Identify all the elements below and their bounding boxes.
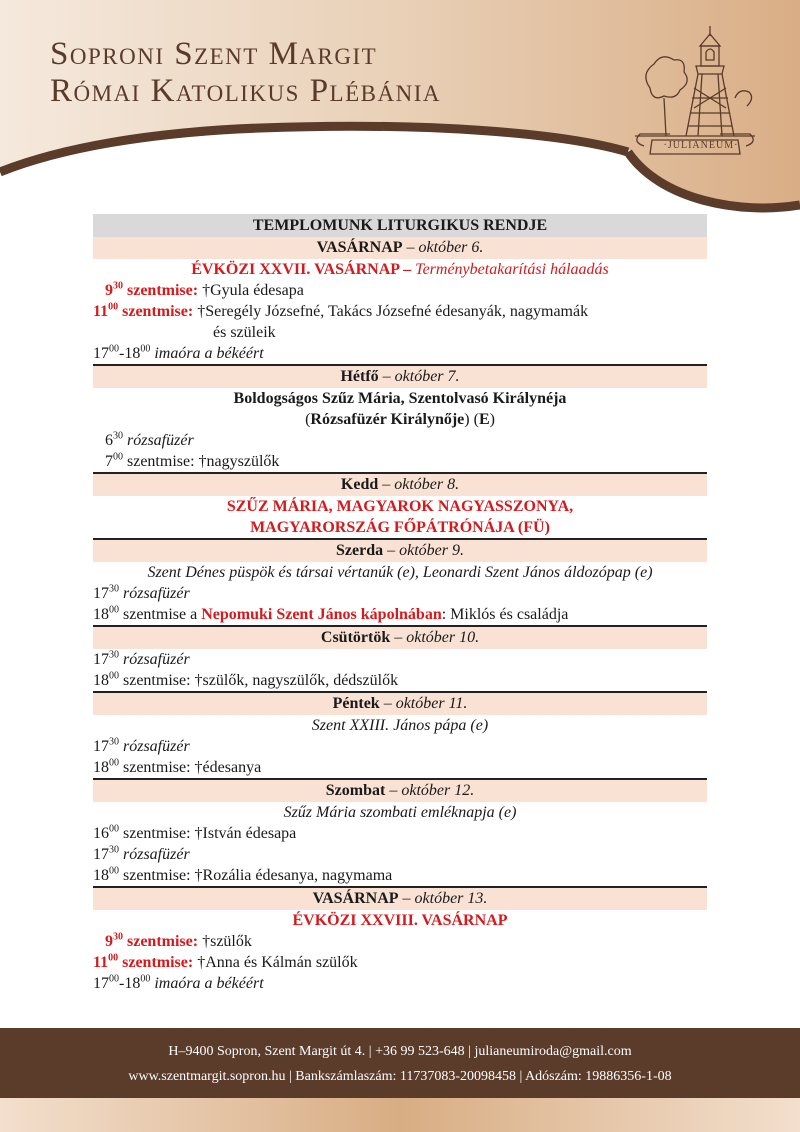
intention-continued: és szüleik <box>213 324 276 341</box>
feast-title: Szűz Mária szombati emléknapja (e) <box>283 804 517 821</box>
entry-text: imaóra a békéért <box>150 975 264 992</box>
rosary-entry: $17^{30}$ rózsafüzér <box>93 736 190 755</box>
footer-decorative-strip <box>0 1098 800 1132</box>
mass-entry: $7^{00}$ szentmise: †nagyszülők <box>105 451 280 470</box>
day-name: Csütörtök <box>320 629 391 646</box>
prayer-hour-entry <box>93 343 707 364</box>
day-header-sunday-oct13 <box>93 888 707 910</box>
day-header-tuesday <box>93 474 707 496</box>
day-header-sunday-oct6 <box>93 237 707 259</box>
schedule-heading: TEMPLOMUNK LITURGIKUS RENDJE <box>93 214 707 237</box>
emblem-banner-text: ·JULIANEUM· <box>663 140 739 151</box>
rosary-entry: $17^{30}$ rózsafüzér <box>93 583 190 602</box>
prayer-hour-entry <box>93 973 707 994</box>
mass-entry <box>93 952 707 973</box>
intention: †Gyula édesapa <box>198 282 304 299</box>
time: $11^{00}$ szentmise: <box>93 301 194 320</box>
mass-entry: $16^{00}$ szentmise: †István édesapa <box>93 823 297 842</box>
intention: †szülők <box>198 933 252 950</box>
mass-entry <box>93 280 707 301</box>
parish-title-line2: Római Katolikus Plébánia <box>50 73 441 109</box>
mass-entry: $18^{00}$ szentmise: †Rozália édesanya, nagymama <box>93 865 393 884</box>
footer-contact-line: H–9400 Sopron, Szent Margit út 4. | +36 99 523-648 | julianeumiroda@gmail.com <box>168 1044 632 1059</box>
feast-title: Szent XXIII. János pápa (e) <box>311 717 489 734</box>
feast-title: SZŰZ MÁRIA, MAGYAROK NAGYASSZONYA, <box>226 498 574 515</box>
day-header-saturday <box>93 780 707 802</box>
day-date: – október 6. <box>402 239 484 256</box>
day-date: – október 8. <box>378 476 460 493</box>
day-header-wednesday <box>93 540 707 562</box>
day-header-friday <box>93 693 707 715</box>
rosary-entry: $17^{30}$ rózsafüzér <box>93 649 190 668</box>
time: $9^{30}$ szentmise: <box>105 280 199 299</box>
liturgical-schedule <box>93 214 707 994</box>
day-date: – október 12. <box>385 782 475 799</box>
day-date: – október 11. <box>379 695 468 712</box>
feast-title: ÉVKÖZI XXVIII. VASÁRNAP <box>292 912 508 929</box>
day-date: – október 7. <box>378 368 460 385</box>
feast-title-line2: MAGYARORSZÁG FŐPÁTRÓNÁJA (FÜ) <box>250 519 550 536</box>
feast-title-line2: (Rózsafüzér Királynője) (E) <box>305 411 495 428</box>
feast-name: ÉVKÖZI XXVII. VASÁRNAP – <box>191 261 412 278</box>
day-header-monday <box>93 366 707 388</box>
feast-title <box>93 259 707 280</box>
day-date: – október 13. <box>398 890 488 907</box>
feast-subtitle: Terménybetakarítási hálaadás <box>411 261 609 278</box>
day-date: – október 9. <box>383 542 464 559</box>
intention: †Anna és Kálmán szülők <box>193 954 358 971</box>
mass-entry: $18^{00}$ szentmise: †édesanya <box>93 757 262 776</box>
time: $11^{00}$ szentmise: <box>93 952 194 971</box>
day-name: VASÁRNAP <box>312 890 399 907</box>
rosary-entry: $6^{30}$ rózsafüzér <box>105 430 194 449</box>
time: $9^{30}$ szentmise: <box>105 931 199 950</box>
footer <box>0 1028 800 1098</box>
time: $17^{00}-18^{00}$ <box>93 973 151 992</box>
mass-entry <box>93 931 707 952</box>
entry-text: imaóra a békéért <box>150 345 264 362</box>
day-name: Szombat <box>325 782 386 799</box>
mass-entry: $18^{00}$ szentmise a Nepomuki Szent János kápolnában: Miklós és családja <box>93 604 569 623</box>
footer-bank-line: www.szentmargit.sopron.hu | Bankszámlaszám: 11737083-20098458 | Adószám: 19886356-1-08 <box>128 1069 672 1084</box>
chapel-location: Nepomuki Szent János kápolnában <box>201 606 442 623</box>
time: $17^{00}-18^{00}$ <box>93 343 151 362</box>
parish-title-line1: Soproni Szent Margit <box>50 36 378 72</box>
day-name: Péntek <box>332 695 380 712</box>
day-date: – október 10. <box>390 629 480 646</box>
day-header-thursday <box>93 627 707 649</box>
day-name: Hétfő <box>340 368 379 385</box>
day-name: Kedd <box>340 476 379 493</box>
mass-entry: $18^{00}$ szentmise: †szülők, nagyszülők, dédszülők <box>93 670 399 689</box>
mass-entry <box>93 301 707 322</box>
feast-title: Szent Dénes püspök és társai vértanúk (e), Leonardi Szent János áldozópap (e) <box>147 564 653 581</box>
day-name: Szerda <box>336 542 384 559</box>
intention: †Seregély Józsefné, Takács Józsefné édesanyák, nagymamák <box>193 303 589 320</box>
day-name: VASÁRNAP <box>316 239 403 256</box>
feast-title: Boldogságos Szűz Mária, Szentolvasó Királynéja <box>233 390 567 407</box>
rosary-entry: $17^{30}$ rózsafüzér <box>93 844 190 863</box>
